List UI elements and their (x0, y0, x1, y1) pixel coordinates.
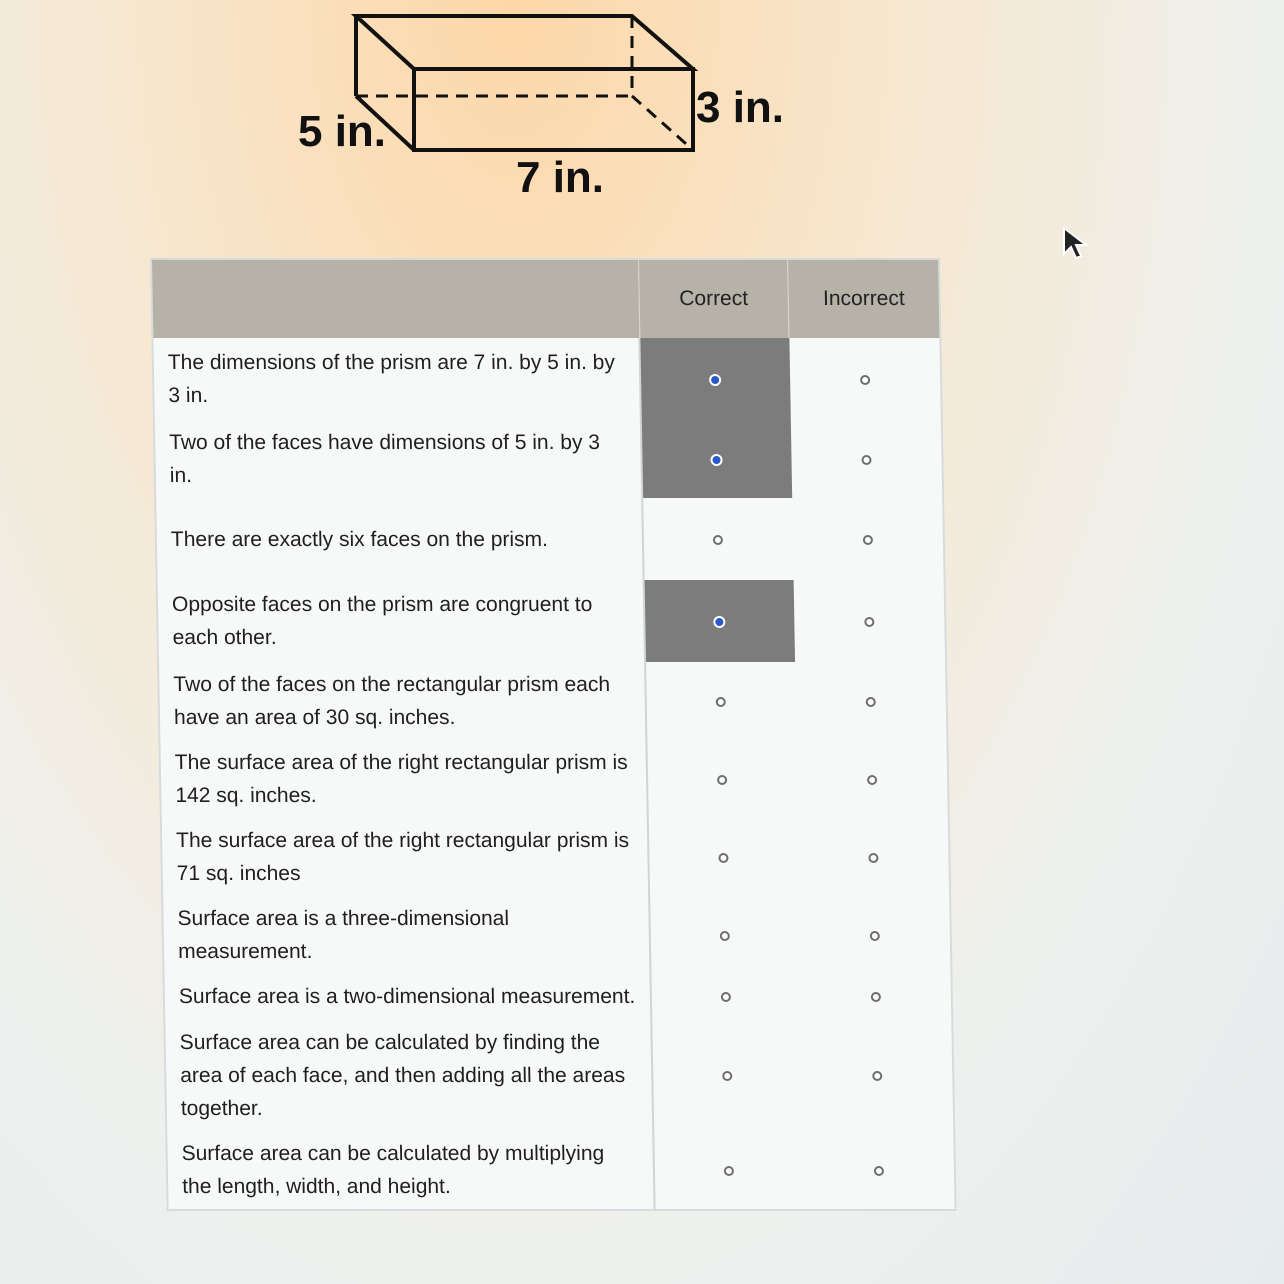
statement-text: The surface area of the right rectangular prism is 71 sq. inches (161, 818, 649, 896)
table-row (161, 818, 950, 896)
table-row (166, 1131, 955, 1210)
radio-empty-icon[interactable] (721, 992, 731, 1002)
radio-empty-icon[interactable] (716, 697, 726, 707)
incorrect-option[interactable] (801, 1019, 954, 1131)
correct-option[interactable] (641, 420, 792, 498)
correct-option[interactable] (649, 896, 800, 974)
statement-text: Surface area can be calculated by finding the area of each face, and then adding all the areas together. (164, 1019, 653, 1131)
radio-empty-icon[interactable] (863, 535, 873, 545)
correct-option[interactable] (639, 338, 790, 420)
table-row (162, 896, 951, 974)
incorrect-option[interactable] (795, 662, 948, 740)
statement-text: Surface area is a three-dimensional measurement. (162, 896, 650, 974)
table-header-row (151, 259, 940, 338)
incorrect-option[interactable] (799, 896, 952, 974)
correct-header: Correct (638, 259, 789, 338)
correct-option[interactable] (647, 740, 798, 818)
table-row (163, 974, 952, 1019)
mouse-pointer-icon (1062, 226, 1090, 262)
radio-selected-icon[interactable] (711, 454, 723, 466)
incorrect-option[interactable] (791, 420, 944, 498)
correct-option[interactable] (651, 974, 802, 1019)
table-row (158, 662, 947, 740)
correct-option[interactable] (642, 498, 793, 580)
statement-text: There are exactly six faces on the prism. (155, 498, 644, 580)
incorrect-option[interactable] (803, 1131, 956, 1210)
radio-empty-icon[interactable] (874, 1166, 884, 1176)
radio-empty-icon[interactable] (868, 853, 878, 863)
table-row (152, 338, 941, 420)
statement-text: The dimensions of the prism are 7 in. by 5 in. by 3 in. (152, 338, 641, 420)
statement-header (151, 259, 639, 338)
correct-option[interactable] (651, 1019, 803, 1131)
radio-empty-icon[interactable] (872, 1071, 882, 1081)
depth-label: 5 in. (298, 107, 387, 156)
length-label: 7 in. (516, 153, 605, 202)
incorrect-header: Incorrect (788, 259, 941, 338)
incorrect-option[interactable] (789, 338, 942, 420)
correct-option[interactable] (653, 1131, 804, 1210)
radio-empty-icon[interactable] (723, 1071, 733, 1081)
correct-incorrect-table (150, 258, 957, 1211)
radio-empty-icon[interactable] (724, 1166, 734, 1176)
radio-selected-icon[interactable] (714, 616, 726, 628)
table-row (157, 580, 946, 662)
height-label: 3 in. (696, 83, 785, 132)
radio-empty-icon[interactable] (871, 992, 881, 1002)
radio-empty-icon[interactable] (864, 617, 874, 627)
statement-text: Surface area can be calculated by multiplying the length, width, and height. (166, 1131, 654, 1210)
correct-option[interactable] (645, 662, 796, 740)
radio-empty-icon[interactable] (717, 775, 727, 785)
incorrect-option[interactable] (792, 498, 945, 580)
radio-empty-icon[interactable] (719, 853, 729, 863)
radio-empty-icon[interactable] (866, 697, 876, 707)
radio-empty-icon[interactable] (861, 455, 871, 465)
correct-option[interactable] (644, 580, 795, 662)
incorrect-option[interactable] (798, 818, 951, 896)
table-row (159, 740, 948, 818)
incorrect-option[interactable] (800, 974, 952, 1019)
radio-empty-icon[interactable] (860, 375, 870, 385)
table-row (155, 498, 944, 580)
incorrect-option[interactable] (796, 740, 949, 818)
statement-text: Two of the faces on the rectangular prism each have an area of 30 sq. inches. (158, 662, 646, 740)
incorrect-option[interactable] (793, 580, 946, 662)
radio-empty-icon[interactable] (720, 931, 730, 941)
prism-diagram (290, 6, 810, 206)
radio-empty-icon[interactable] (870, 931, 880, 941)
radio-empty-icon[interactable] (867, 775, 877, 785)
radio-empty-icon[interactable] (713, 535, 723, 545)
radio-selected-icon[interactable] (709, 374, 721, 386)
statement-text: Surface area is a two-dimensional measurement. (163, 974, 651, 1019)
correct-option[interactable] (648, 818, 799, 896)
statement-text: Two of the faces have dimensions of 5 in. by 3 in. (154, 420, 642, 498)
statement-text: The surface area of the right rectangular prism is 142 sq. inches. (159, 740, 647, 818)
table-row (154, 420, 943, 498)
statement-text: Opposite faces on the prism are congruent to each other. (157, 580, 646, 662)
table-row (164, 1019, 954, 1131)
